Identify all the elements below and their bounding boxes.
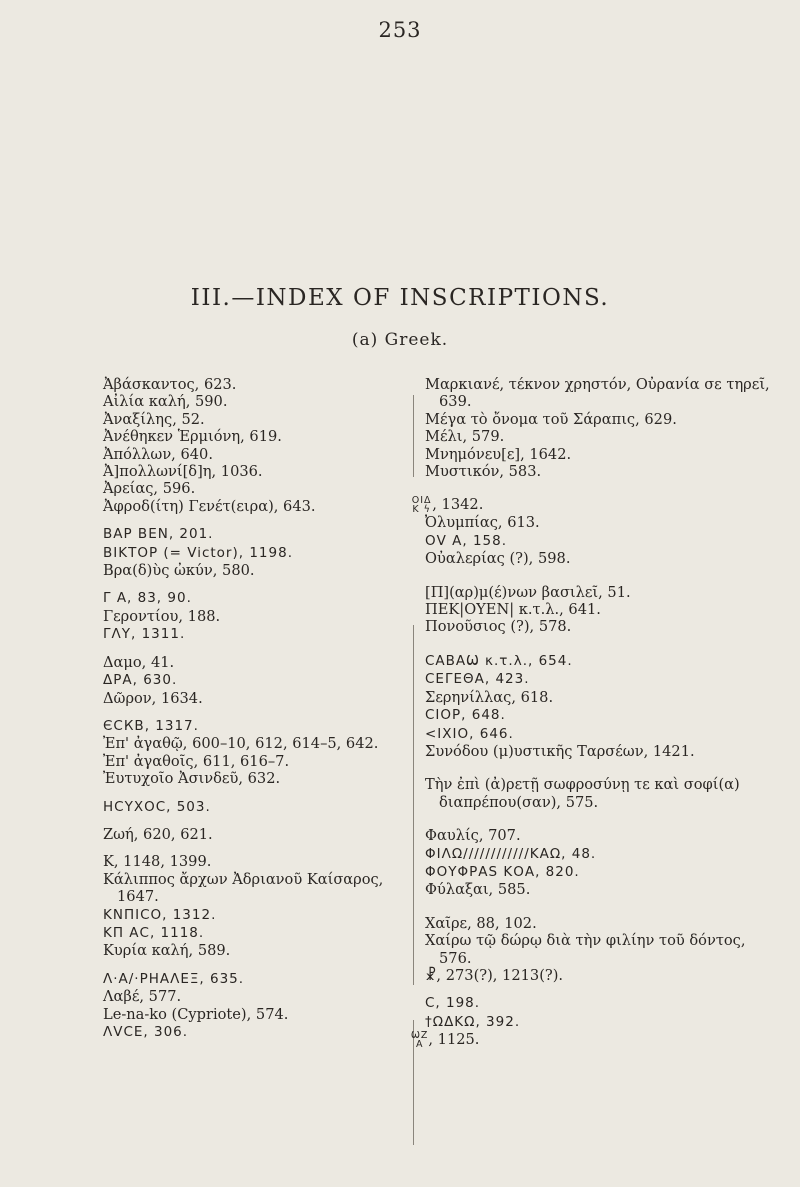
entry-text: ΒΑΡ ΒΕΝ, 201. — [103, 526, 214, 543]
entry-text: Κάλιππος ἄρχων Ἀδριανοῦ Καίσαρος, 1647. — [103, 870, 384, 906]
entry-text: Ἀ]πολλωνί[δ]η, 1036. — [103, 463, 263, 481]
index-entry — [103, 608, 403, 625]
entry-text: ΓΛΥ, 1311. — [103, 626, 186, 643]
entry-text: Μαρκιανέ, τέκνον χρηστόν, Οὐρανία σε τηρεῖ, 639. — [425, 376, 770, 411]
entry-text: <ΙΧΙΟ, 646. — [425, 725, 514, 742]
index-entry — [103, 717, 403, 735]
index-entry — [103, 826, 403, 843]
index-entry — [425, 706, 770, 724]
index-entry — [103, 871, 403, 906]
index-entry — [425, 446, 770, 463]
entry-text: Ἀβάσκαντος, 623. — [103, 376, 237, 393]
entry-text: Ἀπόλλων, 640. — [103, 445, 213, 463]
index-entry — [103, 770, 403, 787]
index-entry — [425, 1013, 770, 1031]
index-entry — [425, 670, 770, 688]
index-entry — [425, 845, 770, 863]
entry-text: [Π](αρ)μ(έ)νων βασιλεῖ, 51. — [425, 583, 631, 601]
entry-text: Φαυλίς, 707. — [425, 827, 521, 845]
entry-text: Κυρία καλή, 589. — [103, 942, 231, 960]
entry-text: Βρα(δ)ὺς ὠκύν, 580. — [103, 562, 255, 580]
entry-text: Ἐπ' ἀγαθῷ, 600–10, 612, 614–5, 642. — [103, 735, 379, 753]
entry-text: Ζωή, 620, 621. — [103, 825, 213, 843]
entry-text: ΠΕΚ|ΟΥΕΝ| κ.τ.λ., 641. — [425, 601, 601, 619]
entry-text: Ἀρείας, 596. — [103, 480, 196, 498]
entry-text: Δαμο, 41. — [103, 653, 175, 671]
entry-text: †ΩΔΚΩ, 392. — [425, 1013, 521, 1030]
index-entry — [425, 881, 770, 898]
index-entry — [103, 428, 403, 445]
column-rule — [413, 625, 414, 985]
entry-text: Ἀφροδ(ίτη) Γενέτ(ειρα), 643. — [103, 497, 316, 515]
entry-text: ΦΙΛΩ////////////ΚΑΩ, 48. — [425, 845, 597, 862]
index-entry — [425, 915, 770, 932]
index-entry — [103, 625, 403, 643]
index-entry — [103, 1023, 403, 1041]
index-entry — [103, 906, 403, 924]
index-entry — [425, 463, 770, 480]
entry-text: K, 1148, 1399. — [103, 853, 212, 871]
index-entry — [425, 376, 770, 411]
entry-text: Γεροντίου, 188. — [103, 607, 221, 625]
index-entry — [103, 924, 403, 942]
index-column-left — [103, 376, 403, 1041]
entry-text: Πονοῦσιος (?), 578. — [425, 618, 572, 636]
index-entry — [103, 853, 403, 870]
index-entry — [425, 827, 770, 844]
entry-text: Ἀναξίλης, 52. — [103, 410, 205, 428]
entry-text: ΛVCE, 306. — [103, 1024, 189, 1040]
index-entry — [425, 428, 770, 445]
index-entry — [425, 601, 770, 618]
entry-text: Χαῖρε, 88, 102. — [425, 914, 537, 932]
index-entry — [425, 618, 770, 635]
index-entry — [103, 480, 403, 497]
index-entry — [425, 550, 770, 567]
entry-text: Ϲ, 198. — [425, 995, 481, 1012]
entry-text: Δῶρον, 1634. — [103, 689, 203, 707]
index-entry — [103, 735, 403, 752]
entry-text: ΟV Α, 158. — [425, 532, 508, 549]
index-entry — [103, 525, 403, 543]
index-column-right — [411, 376, 770, 1051]
index-entry — [425, 743, 770, 760]
entry-text: , 1342. — [432, 496, 484, 514]
index-entry — [425, 689, 770, 706]
index-entry — [103, 690, 403, 707]
entry-text: ΔΡΑ, 630. — [103, 672, 178, 689]
entry-text: ☧, 273(?), 1213(?). — [425, 966, 564, 984]
monogram-top: ѠΖ — [411, 1030, 429, 1042]
entry-text: Ἀνέθηκεν Ἑρμιόνη, 619. — [103, 428, 282, 446]
index-entry — [103, 671, 403, 689]
index-entry — [103, 562, 403, 579]
index-entry — [103, 411, 403, 428]
entry-text: ϹΙΟΡ, 648. — [425, 707, 506, 724]
index-entry — [103, 988, 403, 1005]
index-entry — [425, 967, 770, 984]
entry-text: ΦΟΥΦΡΑS ΚΟΑ, 820. — [425, 863, 580, 880]
index-entry — [103, 942, 403, 959]
index-entry — [103, 798, 403, 816]
entry-text: Ὀλυμπίας, 613. — [425, 514, 540, 532]
entry-text: Τὴν ἐπὶ (ἀ)ρετῇ σωφροσύνῃ τε καὶ σοφί(α) διαπρέπου(σαν), 575. — [425, 776, 740, 811]
index-entry — [103, 970, 403, 988]
entry-text: Μυστικόν, 583. — [425, 463, 542, 481]
entry-text: ΚΠ ΑϹ, 1118. — [103, 924, 205, 941]
entry-text: ΚΝΠΙϹΟ, 1312. — [103, 906, 217, 923]
index-entry — [425, 514, 770, 531]
index-entry — [411, 1030, 770, 1051]
index-entry — [103, 393, 403, 410]
index-entry — [103, 654, 403, 671]
column-rule — [413, 395, 414, 477]
index-entry — [425, 994, 770, 1012]
entry-text: Λαβέ, 577. — [103, 988, 182, 1006]
entry-text: Ἐυτυχοῖο Ἀσινδεῦ, 632. — [103, 770, 281, 788]
index-entry — [425, 776, 770, 811]
entry-text: ΗϹΥΧΟϹ, 503. — [103, 798, 211, 815]
entry-text: Φύλαξαι, 585. — [425, 881, 531, 899]
entry-text: Ἐπ' ἀγαθοῖς, 611, 616–7. — [103, 752, 290, 770]
index-entry — [103, 753, 403, 770]
index-entry — [425, 725, 770, 743]
index-entry — [425, 932, 770, 967]
entry-text: Μέλι, 579. — [425, 428, 505, 446]
entry-text: Οὐαλερίας (?), 598. — [425, 550, 571, 568]
index-entry — [103, 589, 403, 607]
entry-text: ЄСКВ, 1317. — [103, 717, 199, 734]
entry-text: ΒΙΚΤΟΡ (= Victor), 1198. — [103, 544, 293, 561]
entry-text: Γ Α, 83, 90. — [103, 590, 192, 607]
index-entry — [425, 584, 770, 601]
entry-text: Le-na-ko (Cypriote), 574. — [103, 1005, 289, 1023]
index-entry — [103, 498, 403, 515]
entry-text: ϹΕΓΕΘΑ, 423. — [425, 671, 530, 688]
index-entry — [411, 495, 770, 516]
index-entry — [103, 544, 403, 562]
monogram-bottom: Α — [415, 1039, 424, 1051]
entry-text: Αἰλία καλή, 590. — [103, 393, 228, 411]
index-entry — [425, 532, 770, 550]
index-entry — [425, 863, 770, 881]
monogram-top: ΟΙΔ — [411, 495, 432, 507]
section-title: III.—INDEX OF INSCRIPTIONS. — [190, 285, 610, 311]
entry-text: ϹΑΒΑѠ κ.τ.λ., 654. — [425, 652, 573, 669]
index-entry — [103, 446, 403, 463]
index-entry — [103, 463, 403, 480]
entry-text: Σερηνίλλας, 618. — [425, 688, 554, 706]
index-entry — [103, 1006, 403, 1023]
index-entry — [103, 376, 403, 393]
entry-text: Χαίρω τῷ δώρῳ διὰ τὴν φιλίην τοῦ δόντος, 576. — [425, 932, 746, 967]
entry-text: Συνόδου (μ)υστικῆς Ταρσέων, 1421. — [425, 742, 695, 760]
monogram-bottom: Κ ϟ — [412, 504, 431, 516]
entry-text: Λ·Α/·ΡΗΑΛΕΞ, 635. — [103, 970, 245, 987]
entry-text: , 1125. — [428, 1031, 480, 1049]
entry-text: Μέγα τὸ ὄνομα τοῦ Σάραπις, 629. — [425, 410, 677, 428]
page-number: 253 — [378, 18, 422, 42]
index-entry — [425, 411, 770, 428]
entry-text: Μνημόνευ[ε], 1642. — [425, 445, 572, 463]
index-entry — [425, 652, 770, 670]
subsection-title: (a) Greek. — [351, 330, 449, 350]
